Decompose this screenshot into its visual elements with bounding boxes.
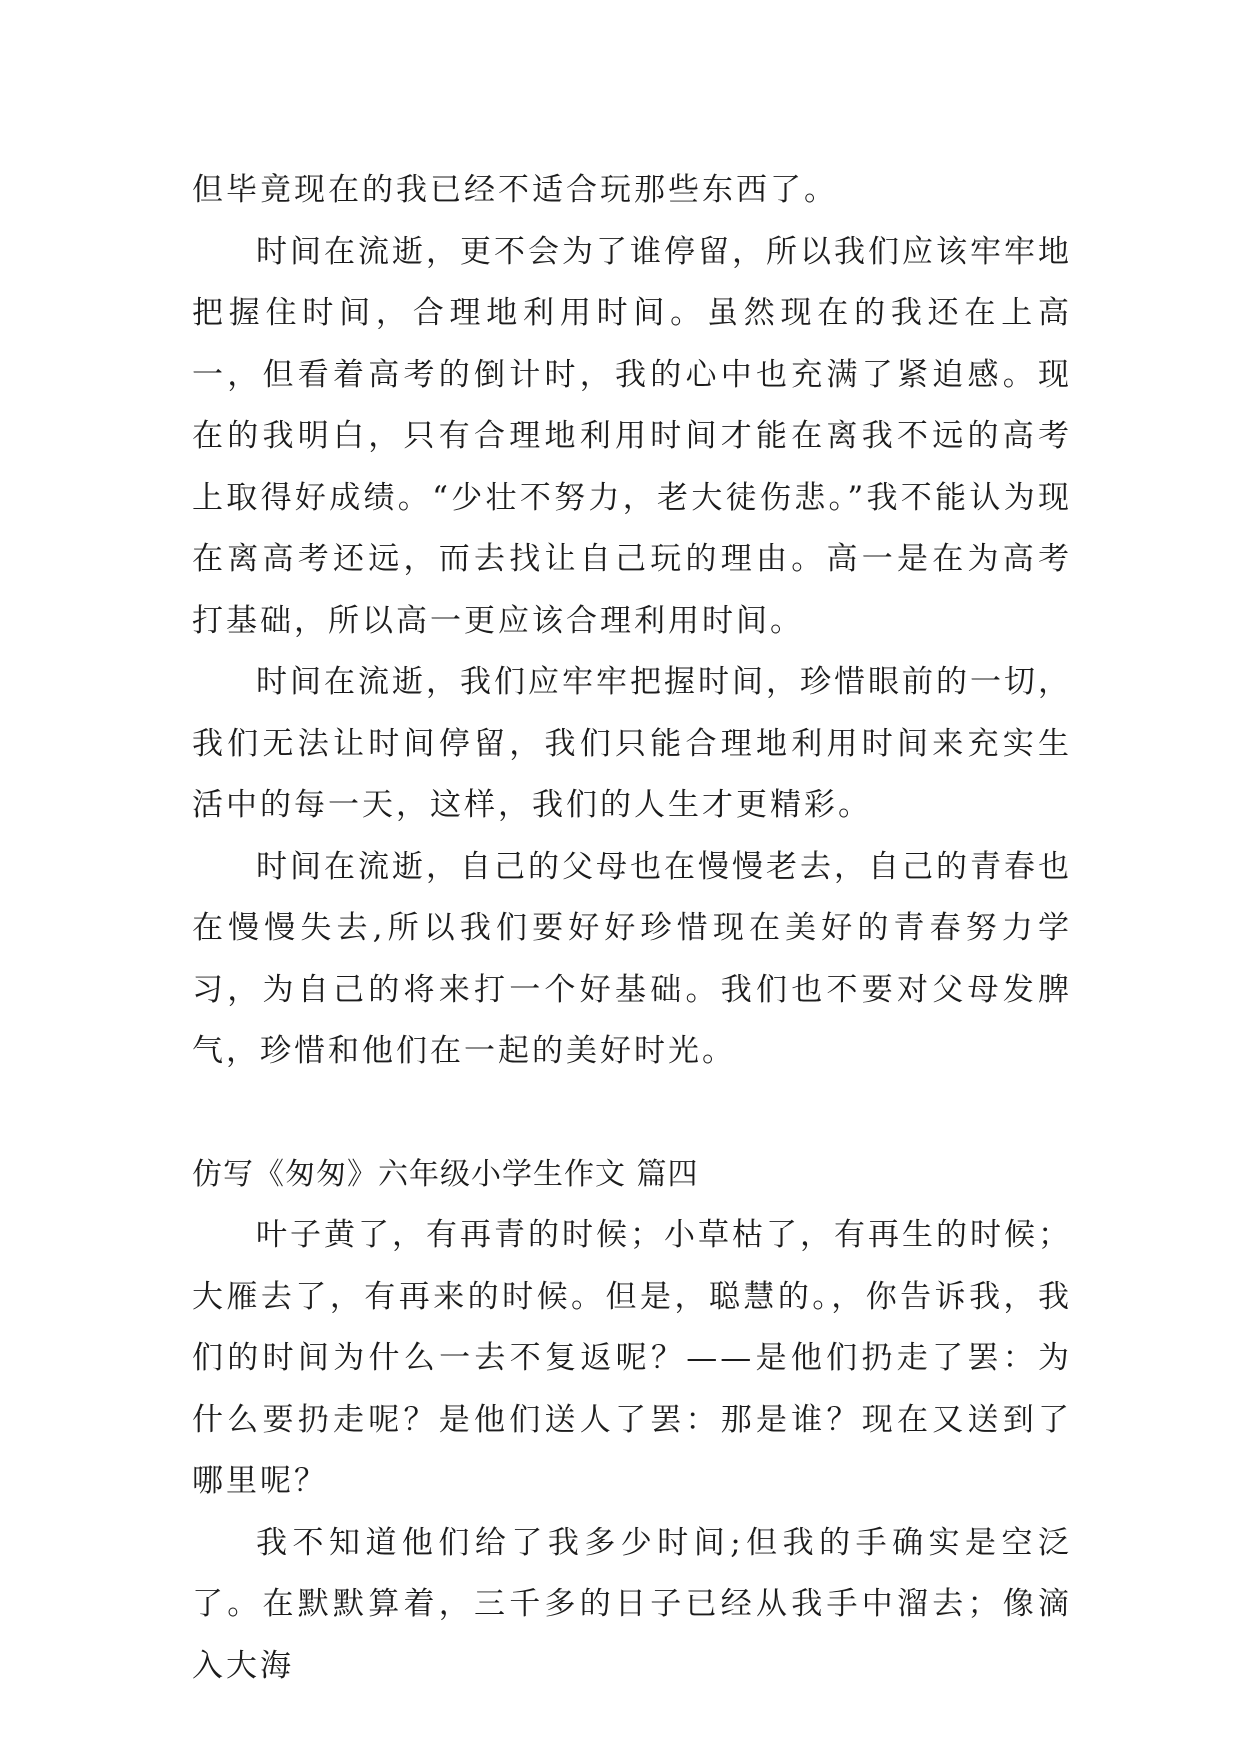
document-body bbox=[192, 160, 1072, 1697]
paragraph-cherish-present: 时间在流逝，我们应牢牢把握时间，珍惜眼前的一切，我们无法让时间停留，我们只能合理地利用时间来充实生活中的每一天，这样，我们的人生才更精彩。 bbox=[192, 664, 1072, 823]
section-heading: 仿写《匆匆》六年级小学生作文 篇四 bbox=[192, 1156, 699, 1192]
paragraph-continuation: 但毕竟现在的我已经不适合玩那些东西了。 bbox=[192, 172, 838, 208]
paragraph-empty-hands: 我不知道他们给了我多少时间;但我的手确实是空泛了。在默默算着，三千多的日子已经从我手中溜去；像滴入大海 bbox=[192, 1524, 1072, 1684]
paragraph-parents-youth: 时间在流逝，自己的父母也在慢慢老去，自己的青春也在慢慢失去,所以我们要好好珍惜现在美好的青春努力学习，为自己的将来打一个好基础。我们也不要对父母发脾气，珍惜和他们在一起的美好时光。 bbox=[192, 848, 1072, 1069]
paragraph-grasp-time: 时间在流逝，更不会为了谁停留，所以我们应该牢牢地把握住时间，合理地利用时间。虽然现在的我还在上高一，但看着高考的倒计时，我的心中也充满了紧迫感。现在的我明白，只有合理地利用时间才能在离我不远的高考上取得好成绩。“少壮不努力，老大徒伤悲。”我不能认为现在离高考还远，而去找让自己玩的理由。高一是在为高考打基础，所以高一更应该合理利用时间。 bbox=[192, 233, 1072, 639]
paragraph-leaves-grass: 叶子黄了，有再青的时候；小草枯了，有再生的时候；大雁去了，有再来的时候。但是，聪慧的。，你告诉我，我们的时间为什么一去不复返呢？——是他们扔走了罢：为什么要扔走呢？是他们送人了罢：那是谁？现在又送到了哪里呢？ bbox=[192, 1217, 1072, 1499]
